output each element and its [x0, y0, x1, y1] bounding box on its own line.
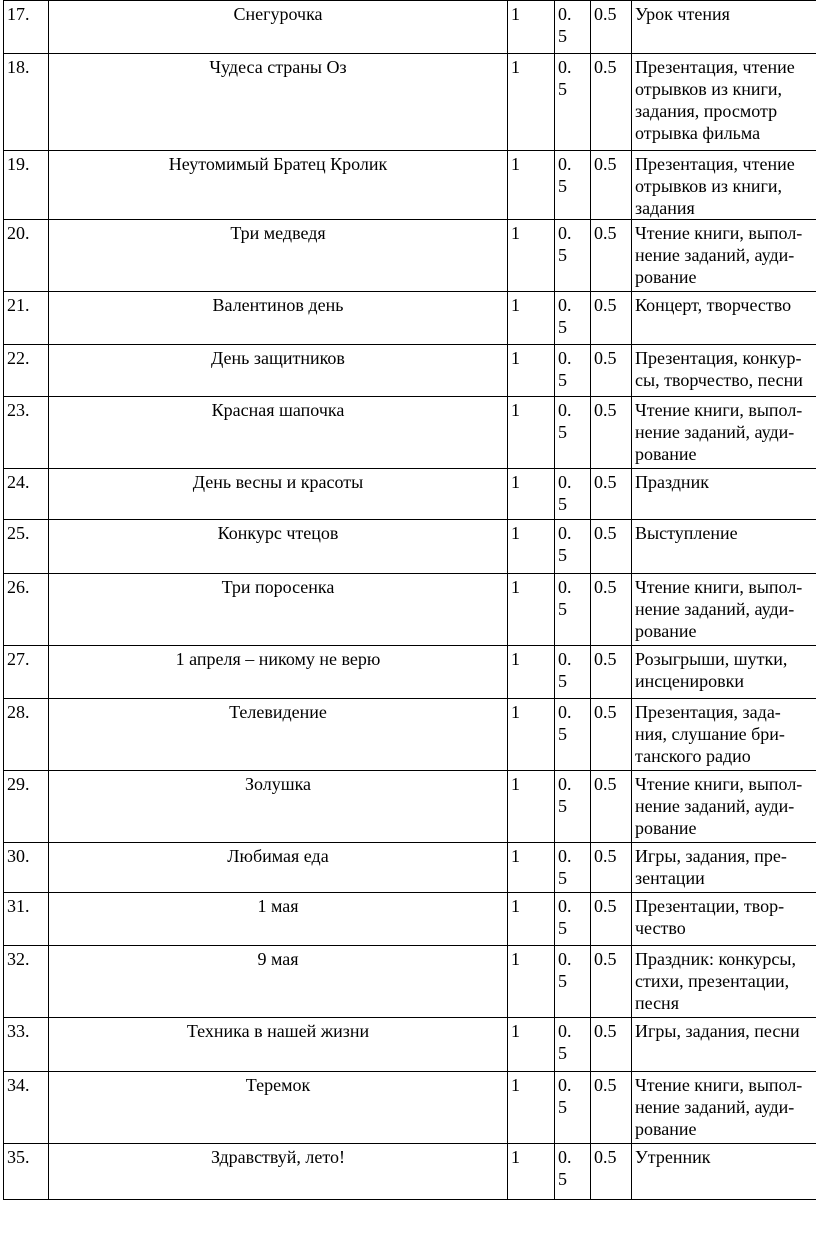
theory-hours-cell: 0. 5 — [555, 345, 591, 397]
lesson-number-cell: 28. — [4, 699, 49, 771]
theory-hours-cell: 0. 5 — [555, 469, 591, 520]
total-hours-cell: 1 — [508, 574, 555, 646]
activity-form-cell — [632, 771, 816, 843]
lesson-number-cell: 31. — [4, 893, 49, 946]
activity-form-line: песня — [635, 993, 679, 1013]
lesson-number-cell: 33. — [4, 1018, 49, 1072]
practice-hours-cell: 0.5 — [591, 345, 632, 397]
activity-form-line: задания — [635, 198, 695, 218]
lesson-number-cell: 20. — [4, 220, 49, 292]
activity-form-cell — [632, 220, 816, 292]
activity-form-line: Презентация, чтение — [635, 57, 795, 77]
practice-hours-cell: 0.5 — [591, 1144, 632, 1200]
lesson-number-cell: 27. — [4, 646, 49, 699]
activity-form-line: сы, творчество, песни — [635, 370, 803, 390]
table-row — [4, 893, 816, 946]
table-row — [4, 469, 816, 520]
lesson-topic-cell: Здравствуй, лето! — [49, 1144, 508, 1200]
theory-hours-cell: 0. 5 — [555, 893, 591, 946]
lesson-number-cell: 35. — [4, 1144, 49, 1200]
activity-form-line: отрывков из книги, — [635, 79, 783, 99]
activity-form-line: Чтение книги, выпол- — [635, 1075, 803, 1095]
theory-hours-cell: 0. 5 — [555, 397, 591, 469]
lesson-number-cell: 17. — [4, 1, 49, 54]
practice-hours-cell: 0.5 — [591, 520, 632, 574]
theory-hours-cell: 0. 5 — [555, 699, 591, 771]
lesson-topic-cell: 1 апреля – никому не верю — [49, 646, 508, 699]
theory-hours-cell: 0. 5 — [555, 843, 591, 893]
total-hours-cell: 1 — [508, 1018, 555, 1072]
lesson-number-cell: 19. — [4, 151, 49, 220]
lesson-topic-cell: Валентинов день — [49, 292, 508, 345]
activity-form-line: Урок чтения — [635, 4, 730, 24]
activity-form-line: рование — [635, 444, 697, 464]
lesson-number-cell: 30. — [4, 843, 49, 893]
total-hours-cell: 1 — [508, 843, 555, 893]
total-hours-cell: 1 — [508, 54, 555, 151]
lesson-topic-cell: Неутомимый Братец Кролик — [49, 151, 508, 220]
activity-form-line: Презентация, конкур- — [635, 348, 802, 368]
activity-form-cell — [632, 893, 816, 946]
theory-hours-cell: 0. 5 — [555, 1144, 591, 1200]
lesson-number-cell: 26. — [4, 574, 49, 646]
table-row — [4, 345, 816, 397]
activity-form-line: Концерт, творчество — [635, 295, 792, 315]
lesson-topic-cell: Теремок — [49, 1072, 508, 1144]
lesson-number-cell: 23. — [4, 397, 49, 469]
lesson-topic-cell: Три поросенка — [49, 574, 508, 646]
lesson-topic-cell: Красная шапочка — [49, 397, 508, 469]
practice-hours-cell: 0.5 — [591, 771, 632, 843]
table-row — [4, 574, 816, 646]
lesson-number-cell: 24. — [4, 469, 49, 520]
theory-hours-cell: 0. 5 — [555, 1072, 591, 1144]
lesson-topic-cell: Телевидение — [49, 699, 508, 771]
activity-form-line: инсценировки — [635, 671, 745, 691]
activity-form-line: рование — [635, 1119, 697, 1139]
lesson-plan-table — [3, 0, 816, 1200]
lesson-number-cell: 29. — [4, 771, 49, 843]
total-hours-cell: 1 — [508, 520, 555, 574]
lesson-topic-cell: 9 мая — [49, 946, 508, 1018]
table-row — [4, 292, 816, 345]
activity-form-cell — [632, 946, 816, 1018]
total-hours-cell: 1 — [508, 771, 555, 843]
activity-form-line: отрывков из книги, — [635, 176, 783, 196]
total-hours-cell: 1 — [508, 345, 555, 397]
activity-form-line: Чтение книги, выпол- — [635, 577, 803, 597]
activity-form-cell — [632, 397, 816, 469]
lesson-topic-cell: День защитников — [49, 345, 508, 397]
lesson-topic-cell: Снегурочка — [49, 1, 508, 54]
activity-form-line: танского радио — [635, 746, 751, 766]
practice-hours-cell: 0.5 — [591, 1072, 632, 1144]
practice-hours-cell: 0.5 — [591, 946, 632, 1018]
theory-hours-cell: 0. 5 — [555, 151, 591, 220]
activity-form-cell — [632, 1018, 816, 1072]
activity-form-cell — [632, 151, 816, 220]
activity-form-line: нение заданий, ауди- — [635, 796, 795, 816]
table-row — [4, 1072, 816, 1144]
total-hours-cell: 1 — [508, 699, 555, 771]
total-hours-cell: 1 — [508, 893, 555, 946]
total-hours-cell: 1 — [508, 1, 555, 54]
total-hours-cell: 1 — [508, 292, 555, 345]
practice-hours-cell: 0.5 — [591, 397, 632, 469]
activity-form-line: нение заданий, ауди- — [635, 422, 795, 442]
lesson-topic-cell: Техника в нашей жизни — [49, 1018, 508, 1072]
lesson-plan-body — [4, 1, 816, 1200]
total-hours-cell: 1 — [508, 397, 555, 469]
practice-hours-cell: 0.5 — [591, 54, 632, 151]
lesson-number-cell: 32. — [4, 946, 49, 1018]
lesson-number-cell: 18. — [4, 54, 49, 151]
practice-hours-cell: 0.5 — [591, 646, 632, 699]
activity-form-cell — [632, 699, 816, 771]
activity-form-cell — [632, 292, 816, 345]
activity-form-cell — [632, 843, 816, 893]
activity-form-line: Праздник: конкурсы, — [635, 949, 796, 969]
table-row — [4, 397, 816, 469]
table-row — [4, 646, 816, 699]
table-row — [4, 54, 816, 151]
total-hours-cell: 1 — [508, 151, 555, 220]
activity-form-line: рование — [635, 621, 697, 641]
activity-form-line: отрывка фильма — [635, 123, 761, 143]
practice-hours-cell: 0.5 — [591, 151, 632, 220]
theory-hours-cell: 0. 5 — [555, 1018, 591, 1072]
activity-form-line: Утренник — [635, 1147, 711, 1167]
activity-form-line: Игры, задания, пре- — [635, 846, 787, 866]
table-row — [4, 520, 816, 574]
activity-form-line: Презентация, чтение — [635, 154, 795, 174]
table-row — [4, 1, 816, 54]
practice-hours-cell: 0.5 — [591, 1018, 632, 1072]
activity-form-cell — [632, 54, 816, 151]
theory-hours-cell: 0. 5 — [555, 646, 591, 699]
activity-form-cell — [632, 520, 816, 574]
total-hours-cell: 1 — [508, 646, 555, 699]
activity-form-cell — [632, 469, 816, 520]
activity-form-cell — [632, 646, 816, 699]
activity-form-line: чество — [635, 918, 686, 938]
activity-form-line: Выступление — [635, 523, 738, 543]
activity-form-line: нение заданий, ауди- — [635, 599, 795, 619]
activity-form-line: ния, слушание бри- — [635, 724, 785, 744]
practice-hours-cell: 0.5 — [591, 469, 632, 520]
activity-form-line: Игры, задания, песни — [635, 1021, 800, 1041]
theory-hours-cell: 0. 5 — [555, 292, 591, 345]
table-row — [4, 843, 816, 893]
theory-hours-cell: 0. 5 — [555, 574, 591, 646]
total-hours-cell: 1 — [508, 1144, 555, 1200]
lesson-number-cell: 25. — [4, 520, 49, 574]
activity-form-line: Презентации, твор- — [635, 896, 785, 916]
total-hours-cell: 1 — [508, 946, 555, 1018]
theory-hours-cell: 0. 5 — [555, 946, 591, 1018]
table-row — [4, 771, 816, 843]
practice-hours-cell: 0.5 — [591, 220, 632, 292]
activity-form-line: зентации — [635, 868, 705, 888]
theory-hours-cell: 0. 5 — [555, 520, 591, 574]
activity-form-line: рование — [635, 818, 697, 838]
activity-form-cell — [632, 1144, 816, 1200]
activity-form-line: нение заданий, ауди- — [635, 245, 795, 265]
table-row — [4, 1144, 816, 1200]
lesson-topic-cell: Любимая еда — [49, 843, 508, 893]
lesson-topic-cell: Три медведя — [49, 220, 508, 292]
activity-form-line: задания, просмотр — [635, 101, 778, 121]
activity-form-cell — [632, 1, 816, 54]
lesson-topic-cell: 1 мая — [49, 893, 508, 946]
practice-hours-cell: 0.5 — [591, 843, 632, 893]
table-row — [4, 1018, 816, 1072]
activity-form-line: Чтение книги, выпол- — [635, 774, 803, 794]
activity-form-line: Чтение книги, выпол- — [635, 223, 803, 243]
activity-form-line: Презентация, зада- — [635, 702, 781, 722]
table-row — [4, 946, 816, 1018]
activity-form-line: Праздник — [635, 472, 709, 492]
lesson-number-cell: 34. — [4, 1072, 49, 1144]
activity-form-line: Чтение книги, выпол- — [635, 400, 803, 420]
theory-hours-cell: 0. 5 — [555, 54, 591, 151]
activity-form-cell — [632, 345, 816, 397]
lesson-topic-cell: День весны и красоты — [49, 469, 508, 520]
lesson-topic-cell: Золушка — [49, 771, 508, 843]
activity-form-line: Розыгрыши, шутки, — [635, 649, 788, 669]
practice-hours-cell: 0.5 — [591, 893, 632, 946]
total-hours-cell: 1 — [508, 1072, 555, 1144]
theory-hours-cell: 0. 5 — [555, 1, 591, 54]
activity-form-cell — [632, 574, 816, 646]
activity-form-line: стихи, презентации, — [635, 971, 790, 991]
activity-form-cell — [632, 1072, 816, 1144]
lesson-number-cell: 21. — [4, 292, 49, 345]
total-hours-cell: 1 — [508, 220, 555, 292]
practice-hours-cell: 0.5 — [591, 292, 632, 345]
activity-form-line: рование — [635, 267, 697, 287]
lesson-number-cell: 22. — [4, 345, 49, 397]
practice-hours-cell: 0.5 — [591, 1, 632, 54]
lesson-topic-cell: Чудеса страны Оз — [49, 54, 508, 151]
practice-hours-cell: 0.5 — [591, 699, 632, 771]
theory-hours-cell: 0. 5 — [555, 771, 591, 843]
table-row — [4, 220, 816, 292]
theory-hours-cell: 0. 5 — [555, 220, 591, 292]
table-row — [4, 699, 816, 771]
activity-form-line: нение заданий, ауди- — [635, 1097, 795, 1117]
lesson-topic-cell: Конкурс чтецов — [49, 520, 508, 574]
total-hours-cell: 1 — [508, 469, 555, 520]
practice-hours-cell: 0.5 — [591, 574, 632, 646]
table-row — [4, 151, 816, 220]
